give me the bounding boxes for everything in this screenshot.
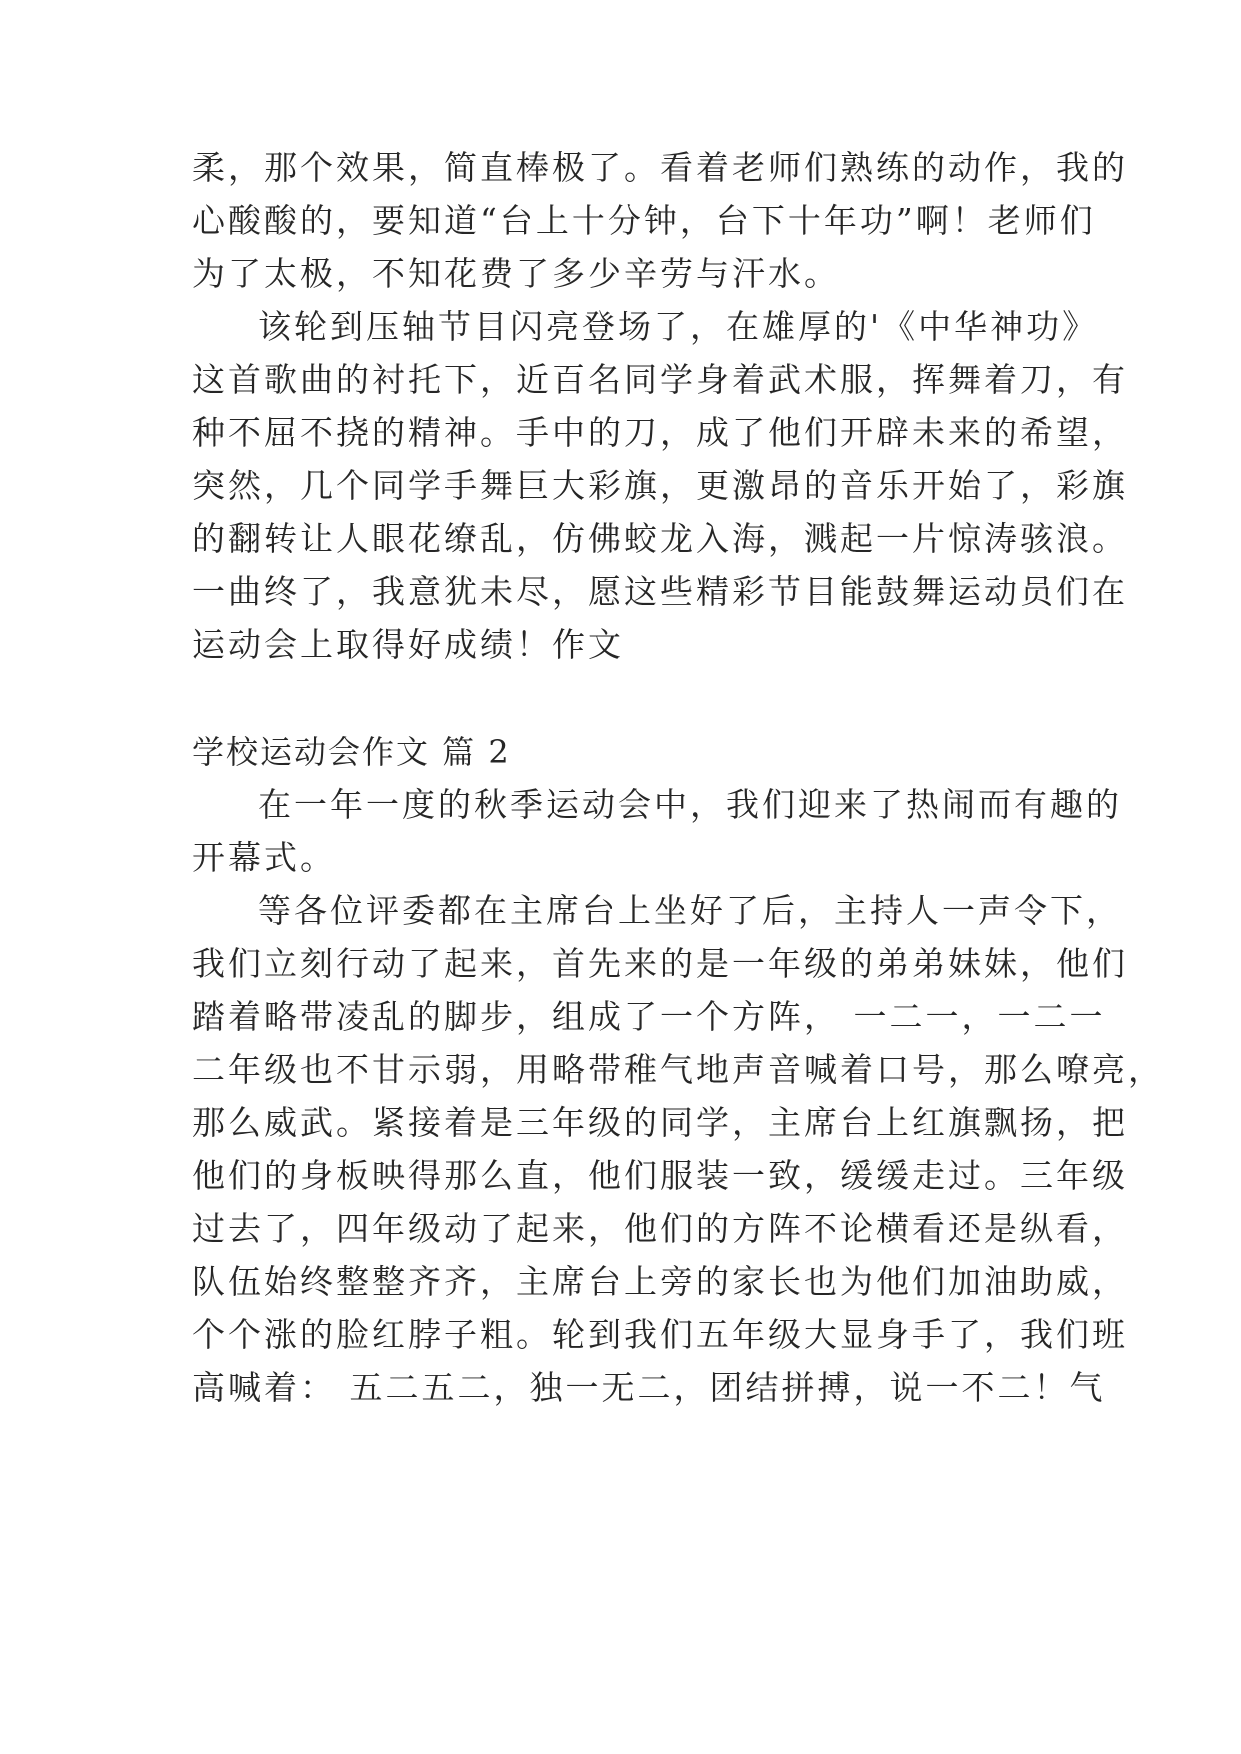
paragraph-line: 开幕式。	[192, 838, 336, 877]
paragraph-line: 过去了，四年级动了起来，他们的方阵不论横看还是纵看，	[192, 1209, 1128, 1248]
paragraph-line: 等各位评委都在主席台上坐好了后，主持人一声令下，	[258, 891, 1122, 930]
paragraph-line: 该轮到压轴节目闪亮登场了，在雄厚的'《中华神功》	[258, 307, 1099, 346]
paragraph-line: 运动会上取得好成绩！作文	[192, 625, 624, 664]
paragraph-line: 柔，那个效果，简直棒极了。看着老师们熟练的动作，我的	[192, 148, 1128, 187]
paragraph-line: 的翻转让人眼花缭乱，仿佛蛟龙入海，溅起一片惊涛骇浪。	[192, 519, 1128, 558]
paragraph-line: 那么威武。紧接着是三年级的同学，主席台上红旗飘扬，把	[192, 1103, 1128, 1142]
paragraph-line: 一曲终了，我意犹未尽，愿这些精彩节目能鼓舞运动员们在	[192, 572, 1128, 611]
paragraph-line: 这首歌曲的衬托下，近百名同学身着武术服，挥舞着刀，有	[192, 360, 1128, 399]
paragraph-line: 为了太极，不知花费了多少辛劳与汗水。	[192, 254, 840, 293]
paragraph-line: 个个涨的脸红脖子粗。轮到我们五年级大显身手了，我们班	[192, 1315, 1128, 1354]
paragraph-line: 他们的身板映得那么直，他们服装一致，缓缓走过。三年级	[192, 1156, 1128, 1195]
paragraph-line: 突然，几个同学手舞巨大彩旗，更激昂的音乐开始了，彩旗	[192, 466, 1128, 505]
paragraph-line: 种不屈不挠的精神。手中的刀，成了他们开辟未来的希望，	[192, 413, 1128, 452]
paragraph-line: 在一年一度的秋季运动会中，我们迎来了热闹而有趣的	[258, 785, 1122, 824]
paragraph-line: 踏着略带凌乱的脚步，组成了一个方阵， 一二一，一二一	[192, 997, 1106, 1036]
paragraph-line: 我们立刻行动了起来，首先来的是一年级的弟弟妹妹，他们	[192, 944, 1128, 983]
paragraph-line: 心酸酸的，要知道“台上十分钟，台下十年功”啊！老师们	[192, 201, 1096, 240]
section-heading: 学校运动会作文 篇 2	[192, 733, 511, 771]
paragraph-line: 队伍始终整整齐齐，主席台上旁的家长也为他们加油助威，	[192, 1262, 1128, 1301]
paragraph-line: 高喊着： 五二五二，独一无二，团结拼搏，说一不二！气	[192, 1368, 1106, 1407]
paragraph-line: 二年级也不甘示弱，用略带稚气地声音喊着口号，那么嘹亮，	[192, 1050, 1164, 1089]
